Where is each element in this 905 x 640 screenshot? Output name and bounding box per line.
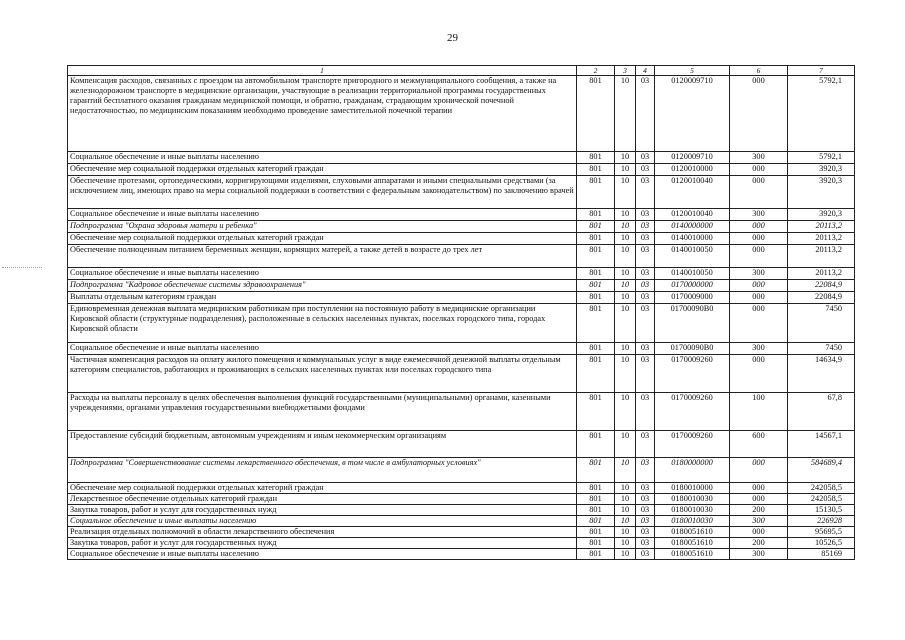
section-code-cell: 10	[615, 280, 636, 292]
row-name-cell: Обеспечение протезами, ортопедическими, корригирующими изделиями, слуховыми аппаратами и иными специальными средствами (за исключением лиц, имеющих право на меры социальной поддержки в соответствии с федеральным законодательством) по заключению врачей	[68, 176, 577, 209]
target-article-cell: 0140010000	[655, 233, 730, 245]
row-name-cell: Социальное обеспечение и иные выплаты населению	[68, 516, 577, 527]
section-code-cell: 10	[615, 164, 636, 176]
expense-type-cell: 000	[730, 221, 788, 233]
table-row	[68, 458, 855, 483]
section-code-cell: 10	[615, 494, 636, 505]
table-row	[68, 505, 855, 516]
amount-cell: 7450	[788, 343, 855, 355]
row-name-cell: Подпрограмма "Кадровое обеспечение системы здравоохранения"	[68, 280, 577, 292]
section-code-cell: 10	[615, 76, 636, 152]
subsection-code-cell: 03	[636, 209, 655, 221]
target-article-cell: 0180010000	[655, 483, 730, 494]
subsection-code-cell: 03	[636, 304, 655, 343]
grbs-code-cell: 801	[577, 549, 615, 560]
table-row	[68, 527, 855, 538]
grbs-code-cell: 801	[577, 304, 615, 343]
section-code-cell: 10	[615, 458, 636, 483]
target-article-cell: 0120009710	[655, 152, 730, 164]
column-header: 3	[615, 66, 636, 76]
expense-type-cell: 000	[730, 355, 788, 393]
target-article-cell: 0120010000	[655, 164, 730, 176]
target-article-cell: 0170009260	[655, 431, 730, 458]
section-code-cell: 10	[615, 431, 636, 458]
grbs-code-cell: 801	[577, 355, 615, 393]
expense-type-cell: 000	[730, 76, 788, 152]
subsection-code-cell: 03	[636, 292, 655, 304]
grbs-code-cell: 801	[577, 209, 615, 221]
expense-type-cell: 000	[730, 527, 788, 538]
amount-cell: 584689,4	[788, 458, 855, 483]
row-name-cell: Единовременная денежная выплата медицинским работникам при поступлении на постоянную работу в медицинские организации Кировской области (структурные подразделения), расположенные в сельских населенных пунктах, поселках городского типа, городах Кировской области	[68, 304, 577, 343]
subsection-code-cell: 03	[636, 516, 655, 527]
expense-type-cell: 000	[730, 304, 788, 343]
grbs-code-cell: 801	[577, 221, 615, 233]
amount-cell: 14634,9	[788, 355, 855, 393]
amount-cell: 85169	[788, 549, 855, 560]
expense-type-cell: 000	[730, 483, 788, 494]
grbs-code-cell: 801	[577, 76, 615, 152]
expense-type-cell: 000	[730, 280, 788, 292]
expense-type-cell: 300	[730, 152, 788, 164]
expense-type-cell: 300	[730, 343, 788, 355]
expense-type-cell: 300	[730, 516, 788, 527]
subsection-code-cell: 03	[636, 76, 655, 152]
table-row	[68, 549, 855, 560]
table-row	[68, 280, 855, 292]
subsection-code-cell: 03	[636, 355, 655, 393]
amount-cell: 3920,3	[788, 176, 855, 209]
target-article-cell: 0180000000	[655, 458, 730, 483]
amount-cell: 15130,5	[788, 505, 855, 516]
section-code-cell: 10	[615, 343, 636, 355]
section-code-cell: 10	[615, 505, 636, 516]
expense-type-cell: 200	[730, 538, 788, 549]
expense-type-cell: 000	[730, 176, 788, 209]
grbs-code-cell: 801	[577, 458, 615, 483]
target-article-cell: 01700090В0	[655, 304, 730, 343]
expense-type-cell: 100	[730, 393, 788, 431]
subsection-code-cell: 03	[636, 152, 655, 164]
expense-type-cell: 000	[730, 292, 788, 304]
row-name-cell: Обеспечение полноценным питанием беременных женщин, кормящих матерей, а также детей в возрасте до трех лет	[68, 245, 577, 268]
grbs-code-cell: 801	[577, 280, 615, 292]
amount-cell: 7450	[788, 304, 855, 343]
section-code-cell: 10	[615, 176, 636, 209]
row-name-cell: Обеспечение мер социальной поддержки отдельных категорий граждан	[68, 233, 577, 245]
subsection-code-cell: 03	[636, 280, 655, 292]
amount-cell: 242058,5	[788, 483, 855, 494]
grbs-code-cell: 801	[577, 176, 615, 209]
grbs-code-cell: 801	[577, 505, 615, 516]
subsection-code-cell: 03	[636, 494, 655, 505]
subsection-code-cell: 03	[636, 458, 655, 483]
table-row	[68, 494, 855, 505]
table-row	[68, 355, 855, 393]
section-code-cell: 10	[615, 221, 636, 233]
subsection-code-cell: 03	[636, 343, 655, 355]
table-row	[68, 292, 855, 304]
target-article-cell: 0140000000	[655, 221, 730, 233]
expense-type-cell: 000	[730, 245, 788, 268]
table-row	[68, 233, 855, 245]
amount-cell: 20113,2	[788, 221, 855, 233]
subsection-code-cell: 03	[636, 527, 655, 538]
table-row	[68, 483, 855, 494]
subsection-code-cell: 03	[636, 393, 655, 431]
row-name-cell: Социальное обеспечение и иные выплаты населению	[68, 152, 577, 164]
target-article-cell: 0120010040	[655, 209, 730, 221]
row-name-cell: Предоставление субсидий бюджетным, автономным учреждениям и иным некоммерческим организациям	[68, 431, 577, 458]
subsection-code-cell: 03	[636, 505, 655, 516]
row-name-cell: Расходы на выплаты персоналу в целях обеспечения выполнения функций государственными (муниципальными) органами, казенными учреждениями, органами управления государственными внебюджетными фондами	[68, 393, 577, 431]
row-name-cell: Закупка товаров, работ и услуг для государственных нужд	[68, 505, 577, 516]
row-name-cell: Социальное обеспечение и иные выплаты населению	[68, 343, 577, 355]
section-code-cell: 10	[615, 483, 636, 494]
row-name-cell: Обеспечение мер социальной поддержки отдельных категорий граждан	[68, 164, 577, 176]
row-name-cell: Социальное обеспечение и иные выплаты населению	[68, 209, 577, 221]
amount-cell: 5792,1	[788, 152, 855, 164]
section-code-cell: 10	[615, 538, 636, 549]
section-code-cell: 10	[615, 233, 636, 245]
amount-cell: 226928	[788, 516, 855, 527]
expense-type-cell: 200	[730, 505, 788, 516]
target-article-cell: 0180051610	[655, 538, 730, 549]
subsection-code-cell: 03	[636, 431, 655, 458]
target-article-cell: 0120010040	[655, 176, 730, 209]
row-name-cell: Социальное обеспечение и иные выплаты населению	[68, 549, 577, 560]
subsection-code-cell: 03	[636, 233, 655, 245]
target-article-cell: 0170009260	[655, 393, 730, 431]
section-code-cell: 10	[615, 245, 636, 268]
table-row	[68, 176, 855, 209]
column-header: 4	[636, 66, 655, 76]
table-row	[68, 268, 855, 280]
table-row	[68, 538, 855, 549]
subsection-code-cell: 03	[636, 164, 655, 176]
amount-cell: 5792,1	[788, 76, 855, 152]
expense-type-cell: 300	[730, 268, 788, 280]
table-row	[68, 245, 855, 268]
expense-type-cell: 000	[730, 233, 788, 245]
amount-cell: 10526,5	[788, 538, 855, 549]
grbs-code-cell: 801	[577, 268, 615, 280]
table-row	[68, 343, 855, 355]
table-row	[68, 152, 855, 164]
scan-artifact	[2, 267, 42, 269]
target-article-cell: 0120009710	[655, 76, 730, 152]
column-header: 6	[730, 66, 788, 76]
target-article-cell: 0170000000	[655, 280, 730, 292]
expense-type-cell: 600	[730, 431, 788, 458]
section-code-cell: 10	[615, 292, 636, 304]
amount-cell: 20113,2	[788, 268, 855, 280]
grbs-code-cell: 801	[577, 245, 615, 268]
grbs-code-cell: 801	[577, 538, 615, 549]
row-name-cell: Подпрограмма "Совершенствование системы лекарственного обеспечения, в том числе в амбулаторных условиях"	[68, 458, 577, 483]
row-name-cell: Компенсация расходов, связанных с проездом на автомобильном транспорте пригородного и межмуниципального сообщения, а также на железнодорожном транспорте в медицинские организации, участвующие в реализации территориальной программы государственных гарантий бесплатного оказания гражданам медицинской помощи, и обратно, гражданам, страдающим хронической почечной недостаточностью, по медицинским показаниям необходимо проведение заместительной почечной терапии	[68, 76, 577, 152]
column-header: 5	[655, 66, 730, 76]
grbs-code-cell: 801	[577, 483, 615, 494]
row-name-cell: Лекарственное обеспечение отдельных категорий граждан	[68, 494, 577, 505]
column-header: 1	[68, 66, 577, 76]
amount-cell: 22084,9	[788, 280, 855, 292]
row-name-cell: Выплаты отдельным категориям граждан	[68, 292, 577, 304]
amount-cell: 3920,3	[788, 209, 855, 221]
amount-cell: 67,8	[788, 393, 855, 431]
table-row	[68, 209, 855, 221]
amount-cell: 20113,2	[788, 233, 855, 245]
subsection-code-cell: 03	[636, 538, 655, 549]
expense-type-cell: 300	[730, 209, 788, 221]
section-code-cell: 10	[615, 268, 636, 280]
grbs-code-cell: 801	[577, 164, 615, 176]
subsection-code-cell: 03	[636, 268, 655, 280]
table-row	[68, 516, 855, 527]
target-article-cell: 0180051610	[655, 527, 730, 538]
page-number: 29	[447, 32, 458, 44]
expense-type-cell: 000	[730, 494, 788, 505]
table-row	[68, 431, 855, 458]
target-article-cell: 0140010050	[655, 268, 730, 280]
expense-type-cell: 300	[730, 549, 788, 560]
expense-type-cell: 000	[730, 164, 788, 176]
subsection-code-cell: 03	[636, 549, 655, 560]
row-name-cell: Закупка товаров, работ и услуг для государственных нужд	[68, 538, 577, 549]
target-article-cell: 0180010030	[655, 505, 730, 516]
table-row	[68, 393, 855, 431]
budget-table	[67, 65, 855, 560]
section-code-cell: 10	[615, 516, 636, 527]
amount-cell: 20113,2	[788, 245, 855, 268]
target-article-cell: 0170009260	[655, 355, 730, 393]
amount-cell: 22084,9	[788, 292, 855, 304]
amount-cell: 14567,1	[788, 431, 855, 458]
target-article-cell: 0140010050	[655, 245, 730, 268]
grbs-code-cell: 801	[577, 431, 615, 458]
grbs-code-cell: 801	[577, 152, 615, 164]
subsection-code-cell: 03	[636, 176, 655, 209]
grbs-code-cell: 801	[577, 527, 615, 538]
section-code-cell: 10	[615, 355, 636, 393]
table-row	[68, 164, 855, 176]
table-row	[68, 221, 855, 233]
column-header: 7	[788, 66, 855, 76]
grbs-code-cell: 801	[577, 233, 615, 245]
target-article-cell: 0170009000	[655, 292, 730, 304]
row-name-cell: Подпрограмма "Охрана здоровья матери и ребенка"	[68, 221, 577, 233]
section-code-cell: 10	[615, 393, 636, 431]
table-row	[68, 76, 855, 152]
target-article-cell: 0180010030	[655, 516, 730, 527]
grbs-code-cell: 801	[577, 494, 615, 505]
amount-cell: 95695,5	[788, 527, 855, 538]
section-code-cell: 10	[615, 304, 636, 343]
row-name-cell: Частичная компенсация расходов на оплату жилого помещения и коммунальных услуг в виде ежемесячной денежной выплаты отдельным категориям специалистов, работающих и проживающих в сельских населенных пунктах или поселках городского типа	[68, 355, 577, 393]
grbs-code-cell: 801	[577, 343, 615, 355]
target-article-cell: 0180051610	[655, 549, 730, 560]
section-code-cell: 10	[615, 527, 636, 538]
target-article-cell: 0180010030	[655, 494, 730, 505]
target-article-cell: 01700090В0	[655, 343, 730, 355]
row-name-cell: Социальное обеспечение и иные выплаты населению	[68, 268, 577, 280]
table-header-row	[68, 66, 855, 76]
subsection-code-cell: 03	[636, 483, 655, 494]
section-code-cell: 10	[615, 152, 636, 164]
grbs-code-cell: 801	[577, 516, 615, 527]
amount-cell: 3920,3	[788, 164, 855, 176]
column-header: 2	[577, 66, 615, 76]
subsection-code-cell: 03	[636, 221, 655, 233]
section-code-cell: 10	[615, 549, 636, 560]
amount-cell: 242058,5	[788, 494, 855, 505]
grbs-code-cell: 801	[577, 292, 615, 304]
table-row	[68, 304, 855, 343]
row-name-cell: Реализация отдельных полномочий в области лекарственного обеспечения	[68, 527, 577, 538]
grbs-code-cell: 801	[577, 393, 615, 431]
row-name-cell: Обеспечение мер социальной поддержки отдельных категорий граждан	[68, 483, 577, 494]
section-code-cell: 10	[615, 209, 636, 221]
subsection-code-cell: 03	[636, 245, 655, 268]
expense-type-cell: 000	[730, 458, 788, 483]
